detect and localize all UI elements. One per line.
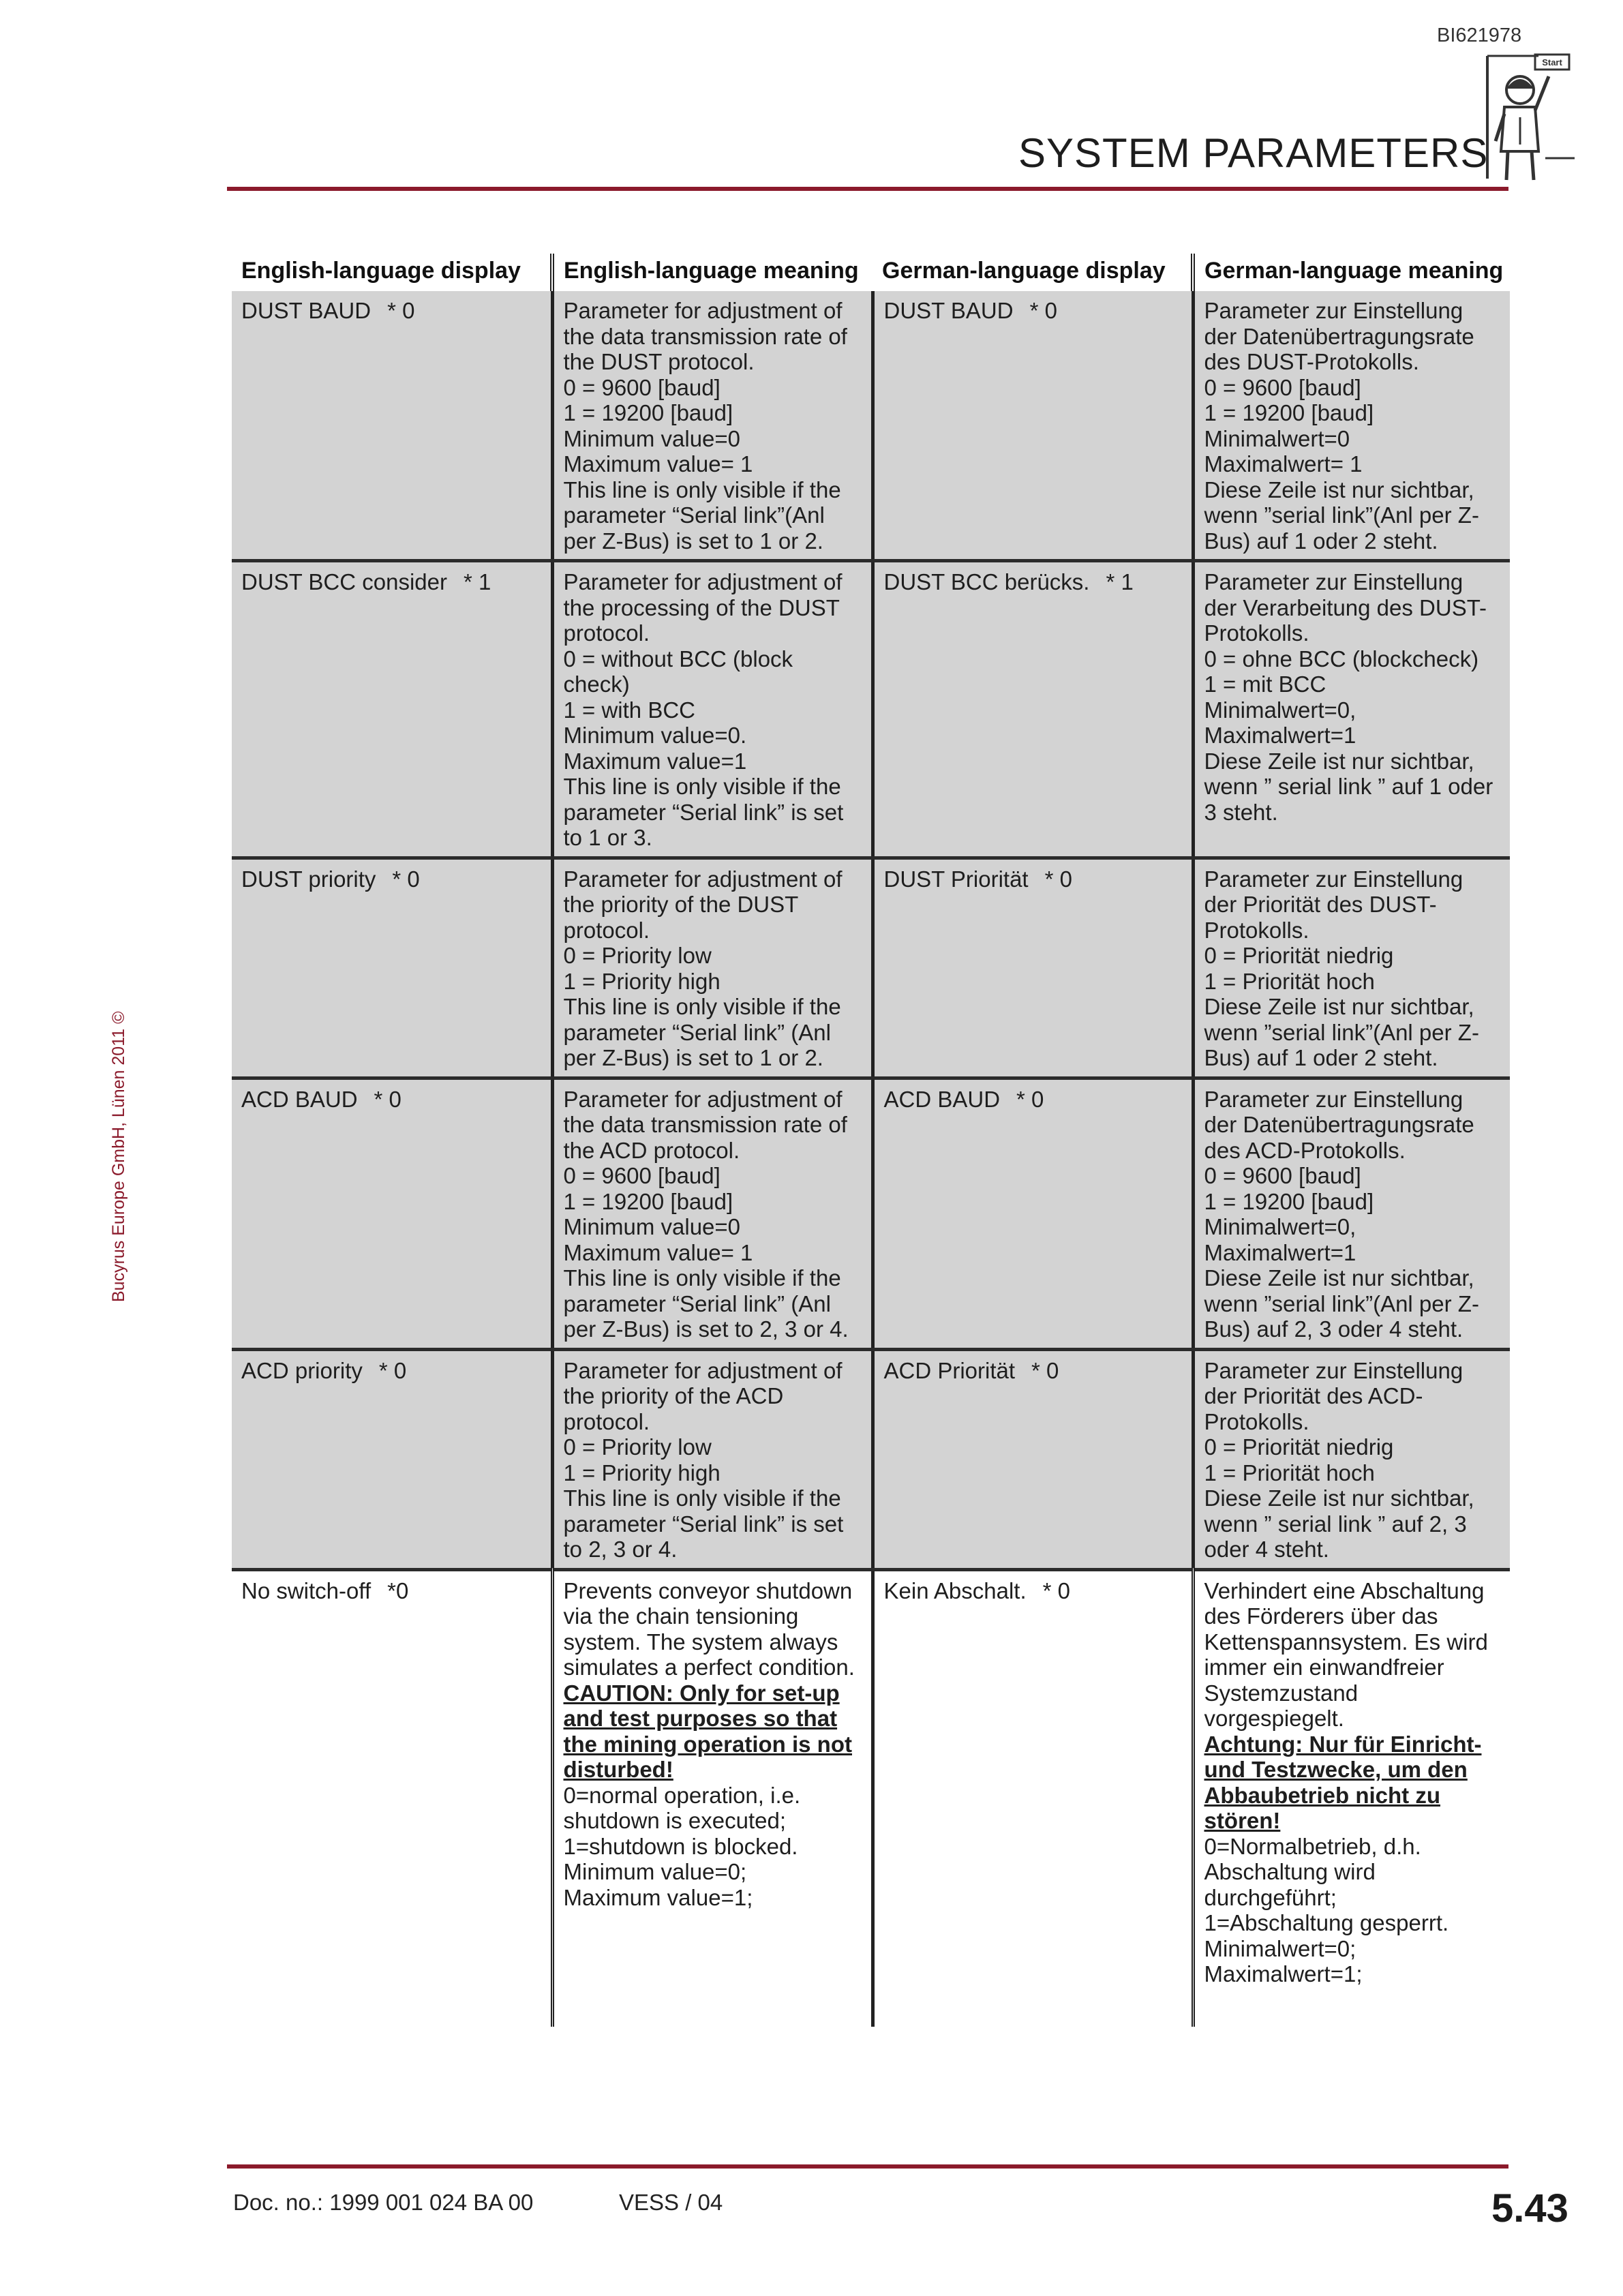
parameter-label: Kein Abschalt. bbox=[883, 1577, 1027, 1603]
parameter-name bbox=[241, 1358, 541, 1384]
english-meaning-cell bbox=[552, 561, 873, 858]
meaning-line: 0=normal operation, i.e. shutdown is executed; bbox=[563, 1782, 801, 1833]
default-value: * 0 bbox=[387, 298, 415, 323]
meaning-line: 1 = Priorität hoch bbox=[1204, 968, 1375, 994]
meaning-line: 1 = 19200 [baud] bbox=[563, 1188, 733, 1214]
english-display-cell bbox=[232, 1078, 552, 1349]
meaning-line: Maximum value=1; bbox=[563, 1884, 753, 1910]
meaning-line: Maximalwert=1 bbox=[1204, 723, 1356, 748]
meaning-line: Parameter for adjustment of the data transmission rate of the ACD protocol. bbox=[563, 1086, 847, 1163]
meaning-line: Diese Zeile ist nur sichtbar, wenn ”serial link”(Anl per Z-Bus) auf 2, 3 oder 4 steht. bbox=[1204, 1265, 1479, 1342]
page-title: SYSTEM PARAMETERS bbox=[1018, 130, 1489, 176]
english-display-cell bbox=[232, 858, 552, 1078]
meaning-line: Maximalwert= 1 bbox=[1204, 451, 1363, 477]
document-number: Doc. no.: 1999 001 024 BA 00 bbox=[233, 2190, 534, 2215]
english-meaning-cell bbox=[552, 1349, 873, 1569]
table-row bbox=[232, 858, 1510, 1078]
meaning-line: 1 = Priorität hoch bbox=[1204, 1460, 1375, 1485]
english-display-cell bbox=[232, 1349, 552, 1569]
table-row bbox=[232, 1569, 1510, 2027]
page-number: 5.43 bbox=[1491, 2186, 1568, 2231]
default-value: * 0 bbox=[392, 866, 420, 892]
meaning-line: 1 = with BCC bbox=[563, 697, 695, 723]
table-row bbox=[232, 1349, 1510, 1569]
meaning-line: 0 = 9600 [baud] bbox=[563, 1163, 721, 1188]
meaning-line: Parameter zur Einstellung der Priorität des ACD-Protokolls. bbox=[1204, 1357, 1463, 1434]
parameter-label: DUST BCC berücks. bbox=[883, 569, 1090, 594]
default-value: *0 bbox=[387, 1577, 409, 1603]
meaning-line: Parameter for adjustment of the processing of the DUST protocol. bbox=[563, 569, 843, 646]
parameter-table bbox=[232, 254, 1510, 2027]
table-row bbox=[232, 561, 1510, 858]
parameter-label: DUST BAUD bbox=[883, 298, 1014, 323]
header-german-display: German-language display bbox=[882, 258, 1166, 284]
meaning-line: This line is only visible if the parameter “Serial link” (Anl per Z-Bus) is set to 1 or 2. bbox=[563, 994, 841, 1070]
default-value: * 0 bbox=[374, 1086, 401, 1112]
german-meaning-cell bbox=[1193, 858, 1510, 1078]
meaning-line: Parameter for adjustment of the data transmission rate of the DUST protocol. bbox=[563, 298, 847, 374]
meaning-line: Minimalwert=0, bbox=[1204, 697, 1356, 723]
meaning-line: Minimalwert=0; bbox=[1204, 1935, 1356, 1961]
meaning-line: Maximum value=1 bbox=[563, 748, 747, 774]
english-meaning-cell bbox=[552, 291, 873, 561]
german-meaning-cell bbox=[1193, 1349, 1510, 1569]
meaning-line: 1=shutdown is blocked. bbox=[563, 1833, 798, 1859]
header-english-meaning: English-language meaning bbox=[552, 254, 873, 291]
parameter-label: ACD Priorität bbox=[883, 1357, 1016, 1383]
meaning-line: Diese Zeile ist nur sichtbar, wenn ” serial link ” auf 2, 3 oder 4 steht. bbox=[1204, 1485, 1474, 1562]
parameter-name bbox=[884, 569, 1182, 595]
copyright-notice: Bucyrus Europe GmbH, Lünen 2011 © bbox=[109, 1011, 128, 1302]
header-rule bbox=[227, 187, 1508, 191]
parameter-name bbox=[241, 1578, 541, 1604]
meaning-line: This line is only visible if the parameter “Serial link” (Anl per Z-Bus) is set to 2, 3 or 4. bbox=[563, 1265, 849, 1342]
meaning-line: Minimum value=0; bbox=[563, 1859, 747, 1884]
document-id: BI621978 bbox=[1437, 25, 1522, 46]
meaning-line: Maximum value= 1 bbox=[563, 451, 753, 477]
english-display-cell bbox=[232, 291, 552, 561]
operator-start-icon bbox=[1481, 49, 1576, 185]
table-row bbox=[232, 1078, 1510, 1349]
parameter-name bbox=[241, 866, 541, 892]
meaning-line: Parameter zur Einstellung der Verarbeitung des DUST-Protokolls. bbox=[1204, 569, 1487, 646]
parameter-name bbox=[241, 1087, 541, 1113]
default-value: * 0 bbox=[378, 1357, 407, 1383]
german-display-cell bbox=[873, 561, 1193, 858]
parameter-label: No switch-off bbox=[241, 1577, 371, 1603]
meaning-line: This line is only visible if the parameter “Serial link”(Anl per Z-Bus) is set to 1 or 2. bbox=[563, 477, 841, 554]
caution-text: CAUTION: Only for set-up and test purposes so that the mining operation is not disturbed! bbox=[563, 1680, 852, 1782]
meaning-line: This line is only visible if the parameter “Serial link” is set to 1 or 3. bbox=[563, 774, 844, 850]
english-display-cell bbox=[232, 561, 552, 858]
parameter-name bbox=[884, 1087, 1182, 1113]
meaning-line: 1 = Priority high bbox=[563, 968, 721, 994]
default-value: * 0 bbox=[1029, 298, 1057, 323]
meaning-line: Verhindert eine Abschaltung des Förderers über das Kettenspannsystem. Es wird immer ein einwandfreier Systemzustand vorgespiegelt. bbox=[1204, 1577, 1488, 1731]
english-display-cell bbox=[232, 1569, 552, 2027]
table-header-row bbox=[232, 254, 1510, 291]
parameter-name bbox=[884, 1358, 1182, 1384]
meaning-line: Minimum value=0 bbox=[563, 425, 741, 451]
german-display-cell bbox=[873, 858, 1193, 1078]
german-meaning-cell bbox=[1193, 1569, 1510, 2027]
meaning-line: Minimum value=0 bbox=[563, 1214, 741, 1239]
logo-label: Start bbox=[1542, 57, 1562, 67]
meaning-line: 0 = Priority low bbox=[563, 943, 712, 968]
english-meaning-cell bbox=[552, 1078, 873, 1349]
parameter-name bbox=[884, 1578, 1182, 1604]
header-german-meaning: German-language meaning bbox=[1193, 254, 1510, 291]
parameter-label: DUST BCC consider bbox=[241, 569, 447, 594]
german-meaning-cell bbox=[1193, 291, 1510, 561]
meaning-line: 0 = Priorität niedrig bbox=[1204, 943, 1394, 968]
default-value: * 0 bbox=[1044, 866, 1072, 892]
meaning-line: 0=Normalbetrieb, d.h. Abschaltung wird durchgeführt; bbox=[1204, 1833, 1421, 1910]
english-meaning-cell bbox=[552, 858, 873, 1078]
meaning-line: 1 = 19200 [baud] bbox=[563, 400, 733, 425]
meaning-line: Parameter zur Einstellung der Priorität des DUST-Protokolls. bbox=[1204, 866, 1463, 943]
german-display-cell bbox=[873, 1569, 1193, 2027]
parameter-label: ACD priority bbox=[241, 1357, 363, 1383]
footer-rule bbox=[227, 2164, 1508, 2169]
german-display-cell bbox=[873, 291, 1193, 561]
english-meaning-cell bbox=[552, 1569, 873, 2027]
meaning-line: Parameter for adjustment of the priority of the DUST protocol. bbox=[563, 866, 843, 943]
parameter-name bbox=[241, 569, 541, 595]
meaning-line: 0 = 9600 [baud] bbox=[1204, 374, 1361, 400]
german-meaning-cell bbox=[1193, 1078, 1510, 1349]
parameter-name bbox=[241, 298, 541, 324]
parameter-label: DUST BAUD bbox=[241, 298, 371, 323]
default-value: * 0 bbox=[1042, 1577, 1071, 1603]
meaning-line: Parameter zur Einstellung der Datenübertragungsrate des ACD-Protokolls. bbox=[1204, 1086, 1474, 1163]
meaning-line: 0 = Priority low bbox=[563, 1434, 712, 1460]
german-meaning-cell bbox=[1193, 561, 1510, 858]
meaning-line: Parameter for adjustment of the priority of the ACD protocol. bbox=[563, 1357, 843, 1434]
meaning-line: Diese Zeile ist nur sichtbar, wenn ”serial link”(Anl per Z-Bus) auf 1 oder 2 steht. bbox=[1204, 477, 1479, 554]
meaning-line: 0 = 9600 [baud] bbox=[1204, 1163, 1361, 1188]
default-value: * 0 bbox=[1031, 1357, 1059, 1383]
default-value: * 1 bbox=[1106, 569, 1134, 594]
meaning-line: 0 = 9600 [baud] bbox=[563, 374, 721, 400]
meaning-line: Prevents conveyor shutdown via the chain tensioning system. The system always simulates a perfect condition. bbox=[563, 1577, 855, 1680]
parameter-name bbox=[884, 866, 1182, 892]
parameter-label: ACD BAUD bbox=[883, 1086, 1001, 1112]
meaning-line: Maximalwert=1 bbox=[1204, 1239, 1356, 1265]
parameter-label: ACD BAUD bbox=[241, 1086, 358, 1112]
meaning-line: 1=Abschaltung gesperrt. bbox=[1204, 1910, 1449, 1935]
meaning-line: Parameter zur Einstellung der Datenübertragungsrate des DUST-Protokolls. bbox=[1204, 298, 1474, 374]
german-display-cell bbox=[873, 1349, 1193, 1569]
meaning-line: 1 = Priority high bbox=[563, 1460, 721, 1485]
meaning-line: Minimalwert=0 bbox=[1204, 425, 1350, 451]
parameter-label: DUST Priorität bbox=[883, 866, 1029, 892]
meaning-line: This line is only visible if the parameter “Serial link” is set to 2, 3 or 4. bbox=[563, 1485, 844, 1562]
meaning-line: 1 = 19200 [baud] bbox=[1204, 400, 1374, 425]
version-label: VESS / 04 bbox=[619, 2190, 723, 2215]
meaning-line: 1 = 19200 [baud] bbox=[1204, 1188, 1374, 1214]
header-english-display: English-language display bbox=[241, 258, 521, 284]
meaning-line: Maximum value= 1 bbox=[563, 1239, 753, 1265]
meaning-line: Minimum value=0. bbox=[563, 723, 747, 748]
parameter-name bbox=[884, 298, 1182, 324]
meaning-line: 0 = Priorität niedrig bbox=[1204, 1434, 1394, 1460]
meaning-line: 1 = mit BCC bbox=[1204, 671, 1326, 697]
default-value: * 1 bbox=[463, 569, 491, 594]
meaning-line: Diese Zeile ist nur sichtbar, wenn ”serial link”(Anl per Z-Bus) auf 1 oder 2 steht. bbox=[1204, 994, 1479, 1070]
german-display-cell bbox=[873, 1078, 1193, 1349]
default-value: * 0 bbox=[1016, 1086, 1044, 1112]
meaning-line: Diese Zeile ist nur sichtbar, wenn ” serial link ” auf 1 oder 3 steht. bbox=[1204, 748, 1493, 825]
parameter-label: DUST priority bbox=[241, 866, 376, 892]
meaning-line: 0 = without BCC (block check) bbox=[563, 646, 793, 697]
meaning-line: Minimalwert=0, bbox=[1204, 1214, 1356, 1239]
table-row bbox=[232, 291, 1510, 561]
caution-text: Achtung: Nur für Einricht- und Testzwecke, um den Abbaubetrieb nicht zu stören! bbox=[1204, 1731, 1482, 1833]
meaning-line: 0 = ohne BCC (blockcheck) bbox=[1204, 646, 1479, 671]
meaning-line: Maximalwert=1; bbox=[1204, 1961, 1363, 1987]
